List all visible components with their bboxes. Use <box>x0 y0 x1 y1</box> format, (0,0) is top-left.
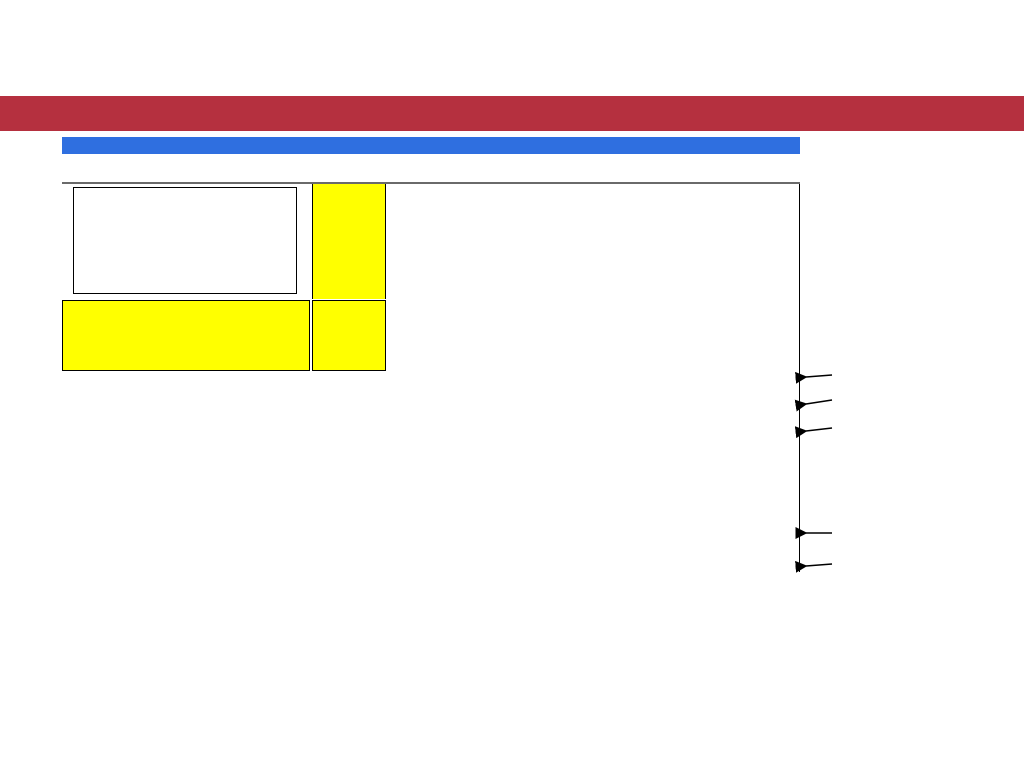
arrow-seed-3 <box>806 428 832 431</box>
arrow-input-2 <box>806 564 832 566</box>
arrow-seed-1 <box>806 375 832 377</box>
arrow-seed-2 <box>806 400 832 404</box>
